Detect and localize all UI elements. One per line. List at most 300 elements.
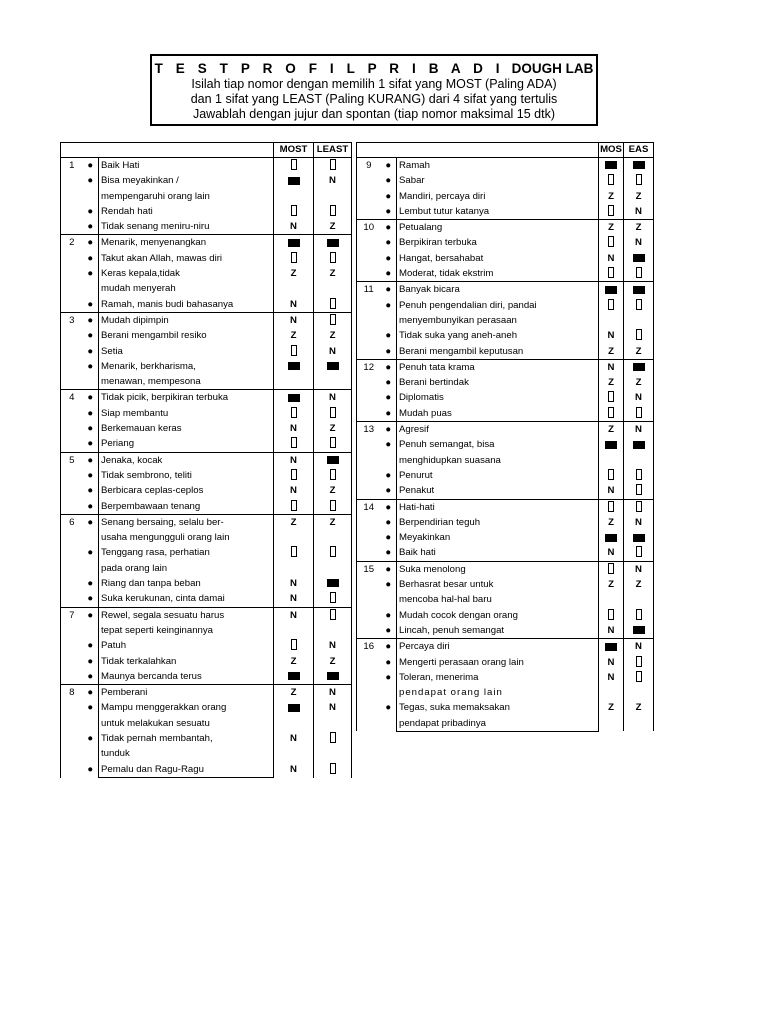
least-choice-cell[interactable] <box>314 297 352 313</box>
least-choice-cell[interactable] <box>624 545 654 561</box>
most-choice-cell[interactable] <box>599 204 624 220</box>
bullet-icon: ● <box>381 530 397 545</box>
empty-box-mark <box>636 329 642 340</box>
trait-text: Tidak picik, berpikiran terbuka <box>99 390 274 406</box>
least-choice-cell[interactable] <box>314 344 352 359</box>
answer-letter: N <box>290 298 297 310</box>
trait-text: Lincah, penuh semangat <box>397 623 599 639</box>
most-choice-cell[interactable] <box>599 390 624 405</box>
least-choice-cell[interactable] <box>314 483 352 498</box>
trait-text: Moderat, tidak ekstrim <box>397 266 599 282</box>
trait-row <box>357 266 654 282</box>
least-choice-cell[interactable] <box>624 483 654 499</box>
trait-row <box>61 762 352 777</box>
most-choice-cell[interactable] <box>599 298 624 329</box>
trait-text: Baik hati <box>397 545 599 561</box>
bullet-icon: ● <box>381 468 397 483</box>
least-choice-cell[interactable] <box>624 515 654 530</box>
most-choice-cell[interactable] <box>274 406 314 421</box>
most-choice-cell[interactable] <box>599 670 624 701</box>
empty-box-mark <box>330 732 336 743</box>
trait-row <box>61 235 352 251</box>
trait-text: Tidak suka yang aneh-aneh <box>399 330 518 342</box>
trait-row <box>357 623 654 639</box>
most-choice-cell[interactable] <box>599 189 624 204</box>
question-number: 16 <box>357 639 381 655</box>
trait-text: Senang bersaing, selalu ber- <box>99 514 274 530</box>
question-number-cell <box>357 437 381 468</box>
question-number-cell <box>61 654 83 669</box>
least-choice-cell[interactable] <box>314 731 352 762</box>
least-choice-cell[interactable] <box>624 499 654 515</box>
most-choice-cell[interactable] <box>274 685 314 701</box>
trait-text: Lembut tutur katanya <box>397 204 599 220</box>
most-choice-cell[interactable] <box>274 219 314 235</box>
least-choice-cell[interactable] <box>314 545 352 576</box>
question-number-cell <box>357 235 381 250</box>
most-choice-cell[interactable] <box>599 173 624 188</box>
bullet-icon: ● <box>83 700 99 731</box>
empty-box-mark <box>636 484 642 495</box>
trait-text: Jenaka, kocak <box>99 452 274 468</box>
least-choice-cell[interactable] <box>624 422 654 438</box>
most-choice-cell[interactable] <box>274 158 314 174</box>
bullet-icon: ● <box>381 670 397 701</box>
least-choice-cell[interactable] <box>624 390 654 405</box>
most-choice-cell[interactable] <box>599 406 624 422</box>
empty-box-mark <box>330 407 336 418</box>
answer-letter: N <box>635 392 642 404</box>
empty-box-mark <box>291 639 297 650</box>
most-choice-cell[interactable] <box>274 251 314 266</box>
filled-box-mark <box>327 579 339 587</box>
answer-letter: N <box>329 175 336 187</box>
trait-text: menawan, mempesona <box>99 374 274 390</box>
header-spacer <box>83 143 99 158</box>
answer-letter: Z <box>290 330 297 342</box>
least-choice-cell[interactable] <box>314 266 352 297</box>
most-choice-cell[interactable] <box>274 762 314 778</box>
most-choice-cell[interactable] <box>599 623 624 639</box>
most-choice-cell[interactable] <box>599 220 624 236</box>
filled-box-mark <box>605 286 617 294</box>
most-choice-cell[interactable] <box>599 266 624 282</box>
most-choice-cell[interactable] <box>274 173 314 204</box>
question-number-cell <box>357 468 381 483</box>
least-choice-cell[interactable] <box>314 607 352 638</box>
filled-box-mark <box>288 704 300 712</box>
bullet-icon: ● <box>381 561 397 577</box>
least-choice-cell[interactable] <box>314 591 352 607</box>
most-choice-cell[interactable] <box>274 731 314 762</box>
bullet-icon: ● <box>83 685 99 701</box>
trait-row <box>61 297 352 313</box>
most-choice-cell[interactable] <box>274 452 314 468</box>
right-question-table <box>356 142 654 732</box>
question-number: 15 <box>357 561 381 577</box>
most-choice-cell[interactable] <box>274 312 314 328</box>
question-number: 14 <box>357 499 381 515</box>
question-number-cell <box>61 669 83 685</box>
least-choice-cell[interactable] <box>314 158 352 174</box>
bullet-icon: ● <box>83 421 99 436</box>
answer-letter: N <box>635 205 642 217</box>
most-choice-cell[interactable] <box>274 266 314 297</box>
bullet-icon: ● <box>381 483 397 499</box>
question-number: 6 <box>61 514 83 545</box>
header-spacer <box>381 143 397 158</box>
question-number-cell <box>357 173 381 188</box>
trait-row <box>61 312 352 328</box>
filled-box-mark <box>633 254 645 262</box>
bullet-icon: ● <box>381 655 397 670</box>
empty-box-mark <box>608 205 614 216</box>
header-spacer <box>357 143 381 158</box>
answer-letter: Z <box>635 702 642 714</box>
trait-text: Berpendirian teguh <box>399 516 481 528</box>
least-choice-cell[interactable] <box>624 437 654 468</box>
trait-text: Bisa meyakinkan / <box>101 175 179 187</box>
most-choice-cell[interactable] <box>274 328 314 343</box>
answer-letter: Z <box>608 424 614 436</box>
answer-letter: N <box>290 423 297 435</box>
least-choice-cell[interactable] <box>314 436 352 452</box>
question-number: 11 <box>357 282 381 298</box>
most-choice-cell[interactable] <box>274 297 314 313</box>
empty-box-mark <box>608 299 614 310</box>
answer-letter: Z <box>329 655 336 667</box>
most-choice-cell[interactable] <box>274 499 314 515</box>
trait-text: Mudah dipimpin <box>99 312 274 328</box>
trait-text: Rewel, segala sesuatu harus <box>99 607 274 623</box>
bullet-icon: ● <box>83 266 99 297</box>
answer-letter: Z <box>329 485 336 497</box>
bullet-icon: ● <box>83 731 99 762</box>
trait-text: Setia <box>101 345 123 357</box>
empty-box-mark <box>608 609 614 620</box>
answer-letter: N <box>290 485 297 497</box>
test-header-box <box>150 54 598 126</box>
most-choice-cell[interactable] <box>599 251 624 266</box>
trait-text: untuk melakukan sesuatu <box>101 717 210 729</box>
bullet-icon: ● <box>83 436 99 452</box>
trait-row <box>357 422 654 438</box>
most-choice-cell[interactable] <box>599 639 624 655</box>
most-choice-cell[interactable] <box>599 577 624 608</box>
answer-letter: N <box>607 485 615 497</box>
least-choice-cell[interactable] <box>314 390 352 406</box>
trait-text: Patuh <box>101 640 127 652</box>
least-choice-cell[interactable] <box>314 359 352 390</box>
bullet-icon: ● <box>83 204 99 219</box>
most-choice-cell[interactable] <box>274 483 314 498</box>
header-spacer <box>397 143 599 158</box>
least-choice-cell[interactable] <box>624 468 654 483</box>
most-choice-cell[interactable] <box>274 607 314 638</box>
question-number-cell <box>61 359 83 390</box>
least-choice-cell[interactable] <box>314 499 352 515</box>
trait-text: Berhasrat besar untuk <box>399 579 494 591</box>
least-choice-cell[interactable] <box>624 251 654 266</box>
most-choice-cell[interactable] <box>599 515 624 530</box>
answer-letter: N <box>635 516 642 528</box>
trait-row <box>61 328 352 343</box>
least-choice-cell[interactable] <box>624 655 654 670</box>
trait-text: Sabar <box>399 175 425 187</box>
most-choice-cell[interactable] <box>599 499 624 515</box>
question-number-cell <box>357 483 381 499</box>
answer-letter: Z <box>635 190 642 202</box>
bullet-icon: ● <box>83 762 99 778</box>
trait-text: Periang <box>99 436 274 452</box>
most-choice-cell[interactable] <box>274 359 314 390</box>
least-choice-cell[interactable] <box>624 173 654 188</box>
test-title <box>152 60 596 77</box>
most-choice-cell[interactable] <box>599 422 624 438</box>
answer-letter: N <box>290 593 297 605</box>
least-choice-cell[interactable] <box>624 204 654 220</box>
answer-letter: N <box>607 624 615 636</box>
answer-letter: Z <box>290 268 297 280</box>
least-choice-cell[interactable] <box>314 328 352 343</box>
least-choice-cell[interactable] <box>624 608 654 623</box>
least-choice-cell[interactable] <box>314 204 352 219</box>
trait-row <box>61 468 352 483</box>
most-choice-cell[interactable] <box>599 328 624 343</box>
trait-row <box>357 359 654 375</box>
answer-letter: Z <box>329 221 336 233</box>
empty-box-mark <box>608 174 614 185</box>
bullet-icon: ● <box>83 638 99 653</box>
least-choice-cell[interactable] <box>314 452 352 468</box>
least-choice-cell[interactable] <box>624 235 654 250</box>
header-spacer <box>61 143 83 158</box>
most-choice-cell[interactable] <box>599 608 624 623</box>
least-choice-cell[interactable] <box>314 421 352 436</box>
least-choice-cell[interactable] <box>624 639 654 655</box>
most-choice-cell[interactable] <box>274 436 314 452</box>
most-choice-cell[interactable] <box>274 514 314 545</box>
trait-text: Berani bertindak <box>399 377 469 389</box>
bullet-icon: ● <box>381 577 397 608</box>
empty-box-mark <box>636 174 642 185</box>
trait-text: Rendah hati <box>101 205 153 217</box>
filled-box-mark <box>288 239 300 247</box>
question-number-cell <box>61 173 83 204</box>
least-choice-cell[interactable] <box>314 685 352 701</box>
most-choice-cell[interactable] <box>274 390 314 406</box>
question-number-cell <box>357 608 381 623</box>
question-number-cell <box>357 375 381 390</box>
least-choice-cell[interactable] <box>314 312 352 328</box>
most-choice-cell[interactable] <box>274 344 314 359</box>
question-number-cell <box>61 499 83 515</box>
least-choice-cell[interactable] <box>624 359 654 375</box>
answer-letter: N <box>607 547 615 559</box>
most-choice-cell[interactable] <box>274 700 314 731</box>
question-number: 12 <box>357 359 381 375</box>
trait-row <box>61 654 352 669</box>
bullet-icon: ● <box>381 189 397 204</box>
most-choice-cell[interactable] <box>599 437 624 468</box>
least-choice-cell[interactable] <box>314 700 352 731</box>
trait-row <box>357 406 654 422</box>
most-choice-cell[interactable] <box>599 700 624 731</box>
trait-text: pendapat orang lain <box>399 687 503 699</box>
least-choice-cell[interactable] <box>314 762 352 778</box>
trait-row <box>61 700 352 715</box>
trait-text: Agresif <box>397 422 599 438</box>
bullet-icon: ● <box>381 328 397 343</box>
bullet-icon: ● <box>83 468 99 483</box>
question-number-cell <box>61 700 83 731</box>
most-choice-cell[interactable] <box>274 421 314 436</box>
answer-letter: N <box>635 563 642 575</box>
filled-box-mark <box>288 394 300 402</box>
least-choice-cell[interactable] <box>314 669 352 685</box>
most-choice-cell[interactable] <box>599 359 624 375</box>
least-choice-cell[interactable] <box>624 328 654 343</box>
most-choice-cell[interactable] <box>274 576 314 591</box>
least-choice-cell[interactable] <box>314 173 352 204</box>
empty-box-mark <box>291 252 297 263</box>
least-choice-cell[interactable] <box>314 219 352 235</box>
least-choice-cell[interactable] <box>624 670 654 701</box>
most-choice-cell[interactable] <box>599 530 624 545</box>
trait-text: Siap membantu <box>101 407 169 419</box>
trait-text: Berpembawaan tenang <box>99 499 274 515</box>
bullet-icon: ● <box>381 406 397 422</box>
trait-row <box>357 173 654 188</box>
least-choice-cell[interactable] <box>624 577 654 608</box>
least-choice-cell[interactable] <box>624 282 654 298</box>
trait-row <box>357 298 654 313</box>
most-choice-cell[interactable] <box>599 468 624 483</box>
most-choice-cell[interactable] <box>274 638 314 653</box>
least-choice-cell[interactable] <box>624 406 654 422</box>
bullet-icon: ● <box>83 669 99 685</box>
least-choice-cell[interactable] <box>314 251 352 266</box>
least-choice-cell[interactable] <box>624 158 654 174</box>
bullet-icon: ● <box>381 608 397 623</box>
least-choice-cell[interactable] <box>624 344 654 360</box>
empty-box-mark <box>636 299 642 310</box>
least-choice-cell[interactable] <box>314 654 352 669</box>
trait-row <box>357 515 654 530</box>
answer-letter: N <box>290 314 297 326</box>
empty-box-mark <box>608 267 614 278</box>
most-choice-cell[interactable] <box>274 591 314 607</box>
trait-text: Penuh semangat, bisa <box>399 439 495 451</box>
least-choice-cell[interactable] <box>624 298 654 329</box>
bullet-icon: ● <box>83 158 99 174</box>
answer-letter: Z <box>608 345 614 357</box>
most-choice-cell[interactable] <box>599 158 624 174</box>
question-number: 10 <box>357 220 381 236</box>
answer-letter: Z <box>608 702 614 714</box>
least-choice-cell[interactable] <box>314 468 352 483</box>
empty-box-mark <box>330 592 336 603</box>
least-choice-cell[interactable] <box>314 406 352 421</box>
trait-text: Menarik, berkharisma, <box>101 360 196 372</box>
question-number-cell <box>357 204 381 220</box>
empty-box-mark <box>608 391 614 402</box>
answer-letter: Z <box>608 579 614 591</box>
bullet-icon: ● <box>381 375 397 390</box>
filled-box-mark <box>288 177 300 185</box>
most-choice-cell[interactable] <box>274 235 314 251</box>
trait-row <box>61 607 352 623</box>
empty-box-mark <box>608 563 614 574</box>
trait-text: Penuh tata krama <box>397 359 599 375</box>
most-choice-cell[interactable] <box>274 654 314 669</box>
trait-text: Riang dan tanpa beban <box>101 578 201 590</box>
answer-letter: N <box>329 687 336 699</box>
bullet-icon: ● <box>381 623 397 639</box>
least-choice-cell[interactable] <box>624 220 654 236</box>
least-choice-cell[interactable] <box>624 189 654 204</box>
most-choice-cell[interactable] <box>599 375 624 390</box>
bullet-icon: ● <box>381 266 397 282</box>
left-question-table <box>60 142 352 778</box>
most-choice-cell[interactable] <box>274 669 314 685</box>
trait-text: Petualang <box>397 220 599 236</box>
bullet-icon: ● <box>381 390 397 405</box>
filled-box-mark <box>633 441 645 449</box>
empty-box-mark <box>608 236 614 247</box>
most-choice-cell[interactable] <box>599 235 624 250</box>
trait-text: pendapat pribadinya <box>397 716 599 732</box>
most-choice-cell[interactable] <box>599 655 624 670</box>
most-choice-cell[interactable] <box>599 282 624 298</box>
least-choice-cell[interactable] <box>314 638 352 653</box>
most-choice-cell[interactable] <box>274 468 314 483</box>
instruction-line-3: Jawablah dengan jujur dan spontan (tiap nomor maksimal 15 dtk) <box>192 107 555 121</box>
most-choice-cell[interactable] <box>274 204 314 219</box>
bullet-icon: ● <box>83 219 99 235</box>
most-choice-cell[interactable] <box>599 545 624 561</box>
answer-letter: N <box>329 640 336 652</box>
answer-letter: Z <box>290 687 297 699</box>
question-number-cell <box>357 344 381 360</box>
most-choice-cell[interactable] <box>599 483 624 499</box>
least-choice-cell[interactable] <box>314 514 352 545</box>
trait-row <box>61 638 352 653</box>
least-choice-cell[interactable] <box>624 623 654 639</box>
least-choice-cell[interactable] <box>624 530 654 545</box>
empty-box-mark <box>636 609 642 620</box>
trait-text: Penuh pengendalian diri, pandai <box>399 299 537 311</box>
trait-text: mencoba hal-hal baru <box>399 594 492 606</box>
answer-letter: N <box>607 671 615 683</box>
least-choice-cell[interactable] <box>624 375 654 390</box>
least-choice-cell[interactable] <box>314 576 352 591</box>
most-choice-cell[interactable] <box>599 561 624 577</box>
trait-text: Tidak pernah membantah, <box>101 732 213 744</box>
least-choice-cell[interactable] <box>314 235 352 251</box>
empty-box-mark <box>330 763 336 774</box>
trait-text: Suka kerukunan, cinta damai <box>99 591 274 607</box>
trait-text <box>99 777 274 778</box>
most-choice-cell[interactable] <box>599 344 624 360</box>
answer-letter: Z <box>329 516 336 528</box>
question-number-cell <box>357 623 381 639</box>
least-choice-cell[interactable] <box>624 561 654 577</box>
answer-letter: Z <box>329 330 336 342</box>
least-choice-cell[interactable] <box>624 266 654 282</box>
most-choice-cell[interactable] <box>274 545 314 576</box>
least-choice-cell[interactable] <box>624 700 654 731</box>
